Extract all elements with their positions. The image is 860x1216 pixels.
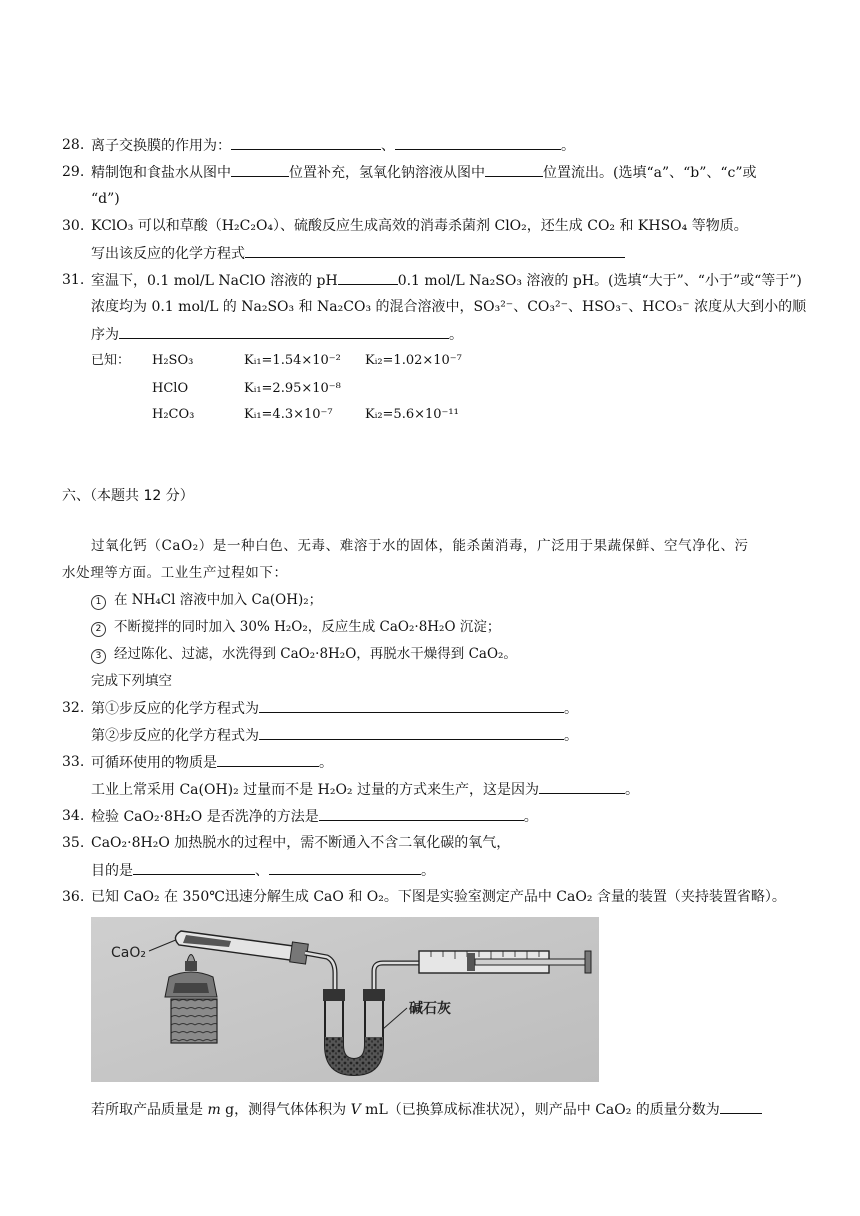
q31-line3	[91, 325, 463, 344]
q34-line	[91, 807, 538, 826]
q35-line2	[91, 861, 435, 880]
q29-number: 29.	[62, 164, 85, 180]
q36-last-line	[91, 1100, 762, 1119]
q31-text-b: 0.1 mol/L Na₂SO₃ 溶液的 pH。(选填“大于”、“小于”或“等于”)	[397, 273, 802, 289]
step-3-text: 经过陈化、过滤，水洗得到 CaO₂·8H₂O，再脱水干燥得到 CaO₂。	[114, 646, 517, 662]
q33-number: 33.	[62, 754, 85, 770]
q28-end: 。	[561, 138, 575, 154]
q33-end-1: 。	[319, 755, 333, 771]
known-label: 已知：	[91, 353, 131, 368]
q31-end: 。	[449, 327, 463, 343]
q29-text-c: 位置流出。(选填“a”、“b”、“c”或	[543, 165, 757, 181]
q31-number: 31.	[62, 272, 85, 288]
known-acid-1: H₂SO₃	[152, 353, 194, 368]
step-1-marker: 1	[91, 595, 106, 610]
intro-line2: 水处理等方面。工业生产过程如下：	[62, 565, 288, 581]
q36-text-b: g，测得气体体积为	[220, 1102, 351, 1118]
step-3	[91, 645, 517, 664]
q36-text-a: 若所取产品质量是	[91, 1102, 208, 1118]
q36-var-v: V	[350, 1102, 361, 1118]
step-3-marker: 3	[91, 649, 106, 664]
q36-line1: 已知 CaO₂ 在 350℃迅速分解生成 CaO 和 O₂。下图是实验室测定产品中 CaO₂ 含量的装置（夹持装置省略）。	[91, 889, 786, 905]
step-1-text: 在 NH₄Cl 溶液中加入 Ca(OH)₂；	[114, 592, 323, 608]
q31-text-c: 序为	[91, 327, 119, 343]
q34-blank[interactable]	[319, 807, 524, 821]
q30-blank[interactable]	[245, 244, 625, 258]
q30-prompt: 写出该反应的化学方程式	[91, 246, 245, 262]
section-six-title: 六、（本题共 12 分）	[62, 488, 194, 504]
step-2-text: 不断搅拌的同时加入 30% H₂O₂，反应生成 CaO₂·8H₂O 沉淀；	[114, 619, 501, 635]
q32-end-1: 。	[564, 701, 578, 717]
known-acid-3: H₂CO₃	[152, 407, 195, 422]
q28-number: 28.	[62, 137, 85, 153]
q35-blank-1[interactable]	[133, 861, 255, 875]
q35-number: 35.	[62, 835, 85, 851]
q33-blank-1[interactable]	[217, 753, 319, 767]
q29-line2: “d”)	[91, 191, 120, 207]
q28-blank-2[interactable]	[395, 136, 561, 150]
step-1	[91, 591, 322, 610]
q28-blank-1[interactable]	[231, 136, 381, 150]
fill-instruction: 完成下列填空	[91, 673, 172, 689]
known-acid-2: HClO	[152, 381, 189, 396]
q35-blank-2[interactable]	[269, 861, 421, 875]
q29-text-b: 位置补充，氢氧化钠溶液从图中	[289, 165, 485, 181]
q35-line1: CaO₂·8H₂O 加热脱水的过程中，需不断通入不含二氧化碳的氧气，	[91, 835, 511, 851]
q32-text-a: 第①步反应的化学方程式为	[91, 701, 259, 717]
known-k1-3: Kᵢ₁=4.3×10⁻⁷	[244, 407, 333, 422]
q30-line2	[91, 244, 625, 263]
known-k2-1: Kᵢ₂=1.02×10⁻⁷	[365, 353, 462, 368]
q32-blank-2[interactable]	[259, 726, 564, 740]
q34-end: 。	[523, 809, 538, 825]
q36-number: 36.	[62, 889, 85, 905]
known-k2-3: Kᵢ₂=5.6×10⁻¹¹	[365, 407, 459, 422]
q33-line2	[91, 780, 639, 799]
q35-sep: 、	[255, 863, 269, 879]
q35-text-b: 目的是	[91, 863, 133, 879]
q32-text-b: 第②步反应的化学方程式为	[91, 728, 259, 744]
q35-end: 。	[421, 863, 435, 879]
q34-number: 34.	[62, 808, 85, 824]
apparatus-figure	[91, 917, 599, 1082]
q32-line1	[91, 699, 578, 718]
q31-text-a: 室温下，0.1 mol/L NaClO 溶液的 pH	[91, 273, 338, 289]
q29-text-a: 精制饱和食盐水从图中	[91, 165, 231, 181]
q30-line1: KClO₃ 可以和草酸（H₂C₂O₄）、硫酸反应生成高效的消毒杀菌剂 ClO₂，还生成 CO₂ 和 KHSO₄ 等物质。	[91, 218, 748, 234]
q29-line	[91, 163, 757, 182]
q31-line1	[91, 271, 802, 290]
q36-var-m: m	[207, 1102, 221, 1118]
step-2	[91, 618, 500, 637]
q36-text-c: mL（已换算成标准状况），则产品中 CaO₂ 的质量分数为	[360, 1102, 720, 1118]
q32-number: 32.	[62, 700, 85, 716]
q33-text-a: 可循环使用的物质是	[91, 755, 217, 771]
q29-blank-1[interactable]	[231, 163, 289, 177]
q32-line2	[91, 726, 578, 745]
known-k1-2: Kᵢ₁=2.95×10⁻⁸	[244, 381, 341, 396]
q30-number: 30.	[62, 218, 85, 234]
known-k1-1: Kᵢ₁=1.54×10⁻²	[244, 353, 341, 368]
q28-sep: 、	[381, 138, 395, 154]
q33-blank-2[interactable]	[539, 780, 625, 794]
label-soda-lime: 碱石灰	[409, 1001, 451, 1017]
q33-end-2: 。	[625, 782, 639, 798]
q31-blank-2[interactable]	[119, 325, 449, 339]
q36-blank[interactable]	[720, 1100, 762, 1114]
q33-line1	[91, 753, 333, 772]
q28-text: 离子交换膜的作用为：	[91, 138, 231, 154]
step-2-marker: 2	[91, 622, 106, 637]
q31-blank-1[interactable]	[338, 271, 398, 285]
q32-blank-1[interactable]	[259, 699, 564, 713]
q34-text: 检验 CaO₂·8H₂O 是否洗净的方法是	[91, 809, 319, 825]
q33-text-b: 工业上常采用 Ca(OH)₂ 过量而不是 H₂O₂ 过量的方式来生产，这是因为	[91, 782, 539, 798]
label-cao2: CaO₂	[111, 945, 146, 961]
q28-line	[91, 136, 575, 155]
q31-line2: 浓度均为 0.1 mol/L 的 Na₂SO₃ 和 Na₂CO₃ 的混合溶液中，SO₃²⁻、CO₃²⁻、HSO₃⁻、HCO₃⁻ 浓度从大到小的顺	[91, 299, 807, 315]
intro-line1: 过氧化钙（CaO₂）是一种白色、无毒、难溶于水的固体，能杀菌消毒，广泛用于果蔬保鲜、空气净化、污	[91, 538, 749, 554]
q29-blank-2[interactable]	[485, 163, 543, 177]
wood-block	[171, 999, 217, 1043]
q32-end-2: 。	[564, 728, 578, 744]
